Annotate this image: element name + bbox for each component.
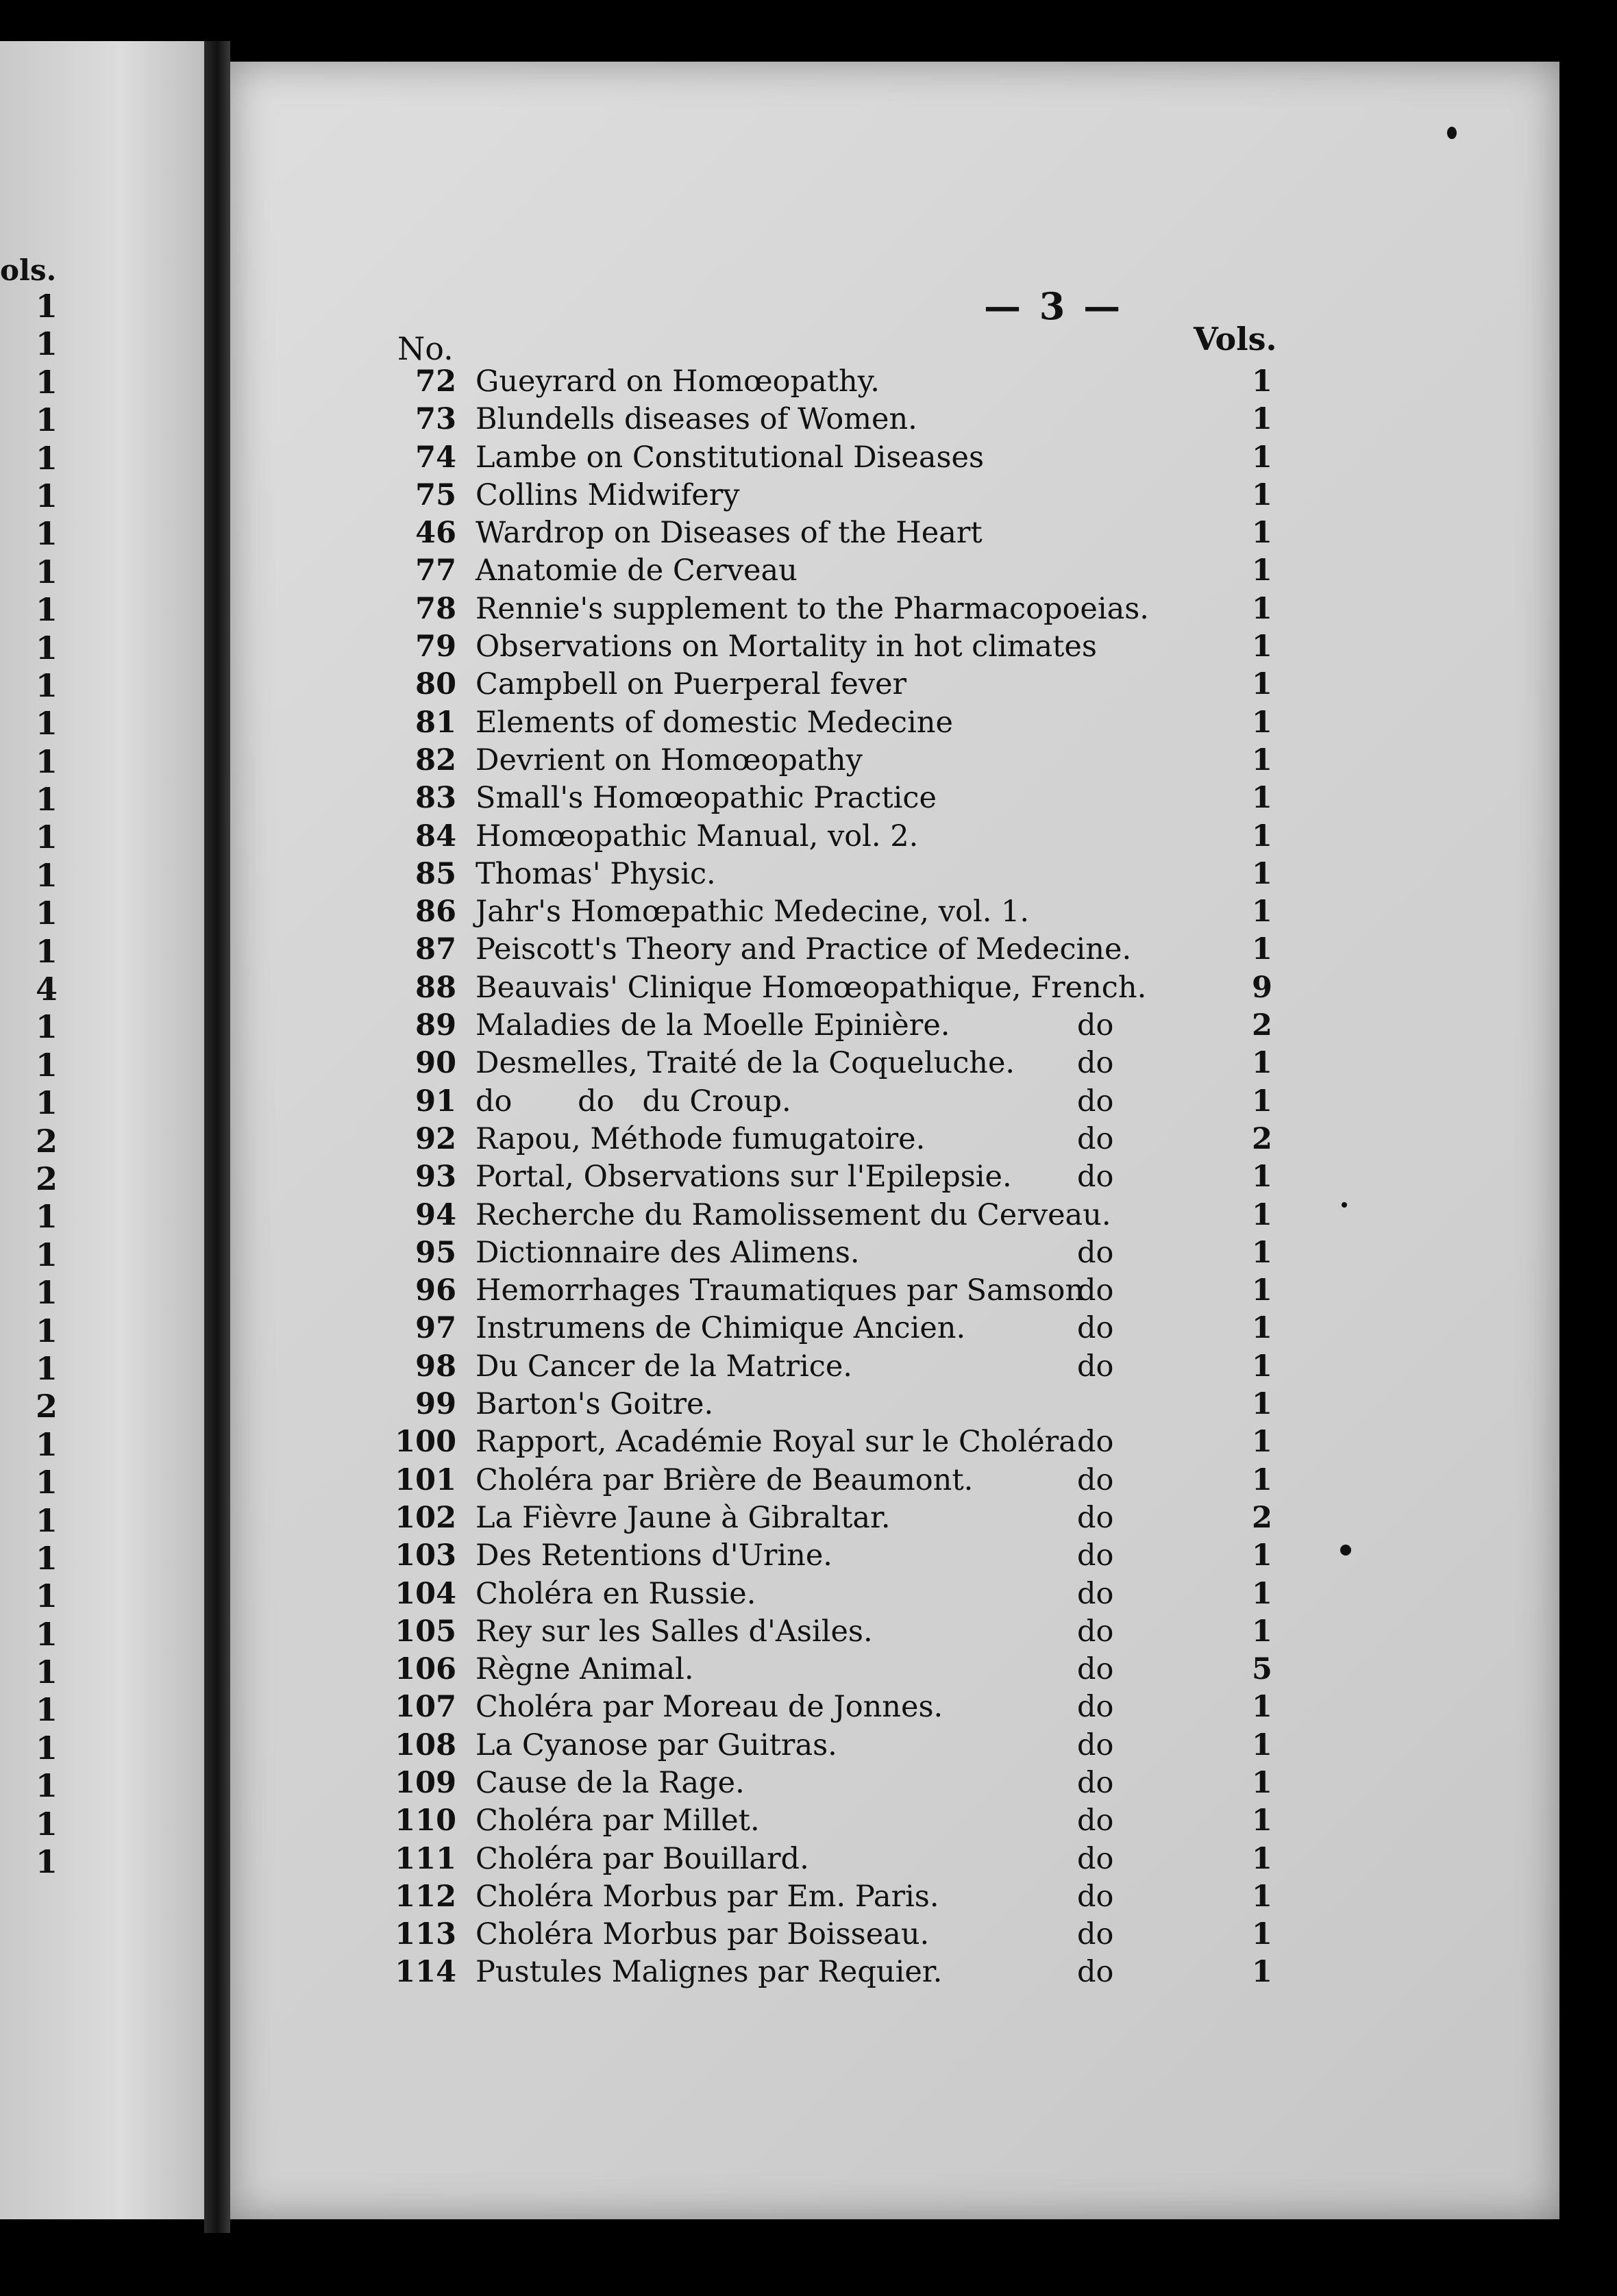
catalog-title: Choléra Morbus par Em. Paris. [476,1879,939,1914]
catalog-vols: 1 [1252,1462,1272,1497]
previous-page-vols-value: 1 [35,1008,58,1046]
catalog-list [230,363,1559,1992]
catalog-row [230,1727,1559,1764]
catalog-title: La Fièvre Jaune à Gibraltar. [476,1500,891,1535]
catalog-row [230,477,1559,514]
previous-page-vols-value: 1 [35,1198,58,1236]
catalog-number: 78 [415,591,456,626]
catalog-number: 95 [415,1235,456,1270]
catalog-title: Jahr's Homœpathic Medecine, vol. 1. [476,895,1030,929]
previous-page-vols-value: 1 [35,477,58,514]
catalog-page [230,62,1559,2219]
catalog-row [230,1499,1559,1537]
catalog-vols: 1 [1252,1917,1272,1952]
catalog-vols: 1 [1252,932,1272,967]
catalog-title: Rennie's supplement to the Pharmacopoeias. [476,591,1149,626]
catalog-number: 101 [395,1462,456,1497]
catalog-vols: 1 [1252,1425,1272,1460]
catalog-row [230,818,1559,856]
catalog-row [230,1197,1559,1234]
catalog-ditto: do [1077,1841,1114,1876]
catalog-title: Collins Midwifery [476,477,740,512]
catalog-row [230,363,1559,401]
catalog-vols: 9 [1252,970,1272,1005]
catalog-number: 89 [415,1008,456,1043]
catalog-row [230,704,1559,742]
catalog-vols: 2 [1252,1121,1272,1156]
previous-page-vols-value: 1 [35,1615,58,1653]
catalog-row [230,552,1559,590]
catalog-row [230,1121,1559,1158]
catalog-vols: 1 [1252,819,1272,853]
previous-page-edge [0,41,204,2219]
catalog-row [230,969,1559,1007]
catalog-vols: 1 [1252,1538,1272,1573]
dust-speck [1340,1545,1351,1556]
previous-page-vols-value: 1 [35,401,58,439]
catalog-title: Thomas' Physic. [476,856,716,891]
catalog-row [230,628,1559,666]
catalog-number: 83 [415,781,456,816]
catalog-row [230,1310,1559,1347]
catalog-title: Pustules Malignes par Requier. [476,1955,943,1990]
catalog-number: 75 [415,477,456,512]
catalog-vols: 1 [1252,516,1272,551]
catalog-number: 84 [415,819,456,853]
catalog-number: 46 [415,516,456,551]
catalog-row [230,1802,1559,1840]
previous-page-vols-value: 1 [35,1577,58,1615]
catalog-title: Recherche du Ramolissement du Cerveau. [476,1197,1111,1232]
catalog-row [230,1764,1559,1802]
catalog-vols: 1 [1252,1160,1272,1195]
catalog-number: 72 [415,364,456,399]
catalog-title: Blundells diseases of Women. [476,402,917,437]
catalog-vols: 2 [1252,1500,1272,1535]
catalog-row [230,401,1559,438]
catalog-row [230,1688,1559,1726]
catalog-vols: 1 [1252,1311,1272,1346]
catalog-vols: 1 [1252,440,1272,475]
catalog-title: Instrumens de Chimique Ancien. [476,1311,966,1346]
catalog-row [230,1083,1559,1121]
catalog-number: 104 [395,1576,456,1611]
catalog-row [230,514,1559,552]
catalog-row [230,1840,1559,1878]
catalog-number: 92 [415,1121,456,1156]
catalog-vols: 1 [1252,1576,1272,1611]
catalog-ditto: do [1077,1273,1114,1308]
previous-page-vols-value: 1 [35,363,58,401]
catalog-vols: 1 [1252,1387,1272,1422]
previous-page-vols-value: 2 [35,1122,58,1160]
catalog-row [230,1007,1559,1045]
catalog-ditto: do [1077,1804,1114,1838]
catalog-vols: 1 [1252,629,1272,664]
catalog-number: 97 [415,1311,456,1346]
catalog-number: 87 [415,932,456,967]
column-header-no: No. [397,330,454,367]
catalog-row [230,779,1559,817]
catalog-number: 114 [395,1955,456,1990]
catalog-number: 112 [395,1879,456,1914]
previous-page-vols-value: 1 [35,288,58,325]
catalog-title: Barton's Goitre. [476,1387,714,1422]
catalog-number: 88 [415,970,456,1005]
previous-page-vols-value: 1 [35,439,58,477]
previous-page-vols-value: 1 [35,553,58,590]
catalog-title: Cause de la Rage. [476,1765,745,1800]
catalog-number: 111 [395,1841,456,1876]
catalog-ditto: do [1077,1084,1114,1119]
previous-page-vols-value: 1 [35,666,58,704]
previous-page-vols-value: 4 [35,971,58,1008]
column-header-vols: Vols. [1194,321,1277,358]
previous-page-vols-value: 1 [35,1843,58,1881]
catalog-number: 106 [395,1652,456,1687]
catalog-vols: 1 [1252,1273,1272,1308]
catalog-title: Choléra Morbus par Boisseau. [476,1917,930,1952]
catalog-title: La Cyanose par Guitras. [476,1727,837,1762]
previous-page-vols-column [33,288,60,1881]
catalog-ditto: do [1077,1614,1114,1649]
catalog-number: 96 [415,1273,456,1308]
previous-page-vols-value: 1 [35,325,58,363]
catalog-number: 81 [415,705,456,740]
catalog-title: Rapport, Académie Royal sur le Choléra [476,1425,1076,1460]
catalog-number: 85 [415,856,456,891]
previous-page-vols-value: 1 [35,1539,58,1577]
catalog-ditto: do [1077,1765,1114,1800]
previous-page-vols-value: 1 [35,1767,58,1805]
catalog-vols: 1 [1252,1879,1272,1914]
catalog-row [230,666,1559,703]
catalog-vols: 1 [1252,1614,1272,1649]
catalog-title: Beauvais' Clinique Homœopathique, French. [476,970,1147,1005]
previous-page-vols-value: 1 [35,856,58,894]
catalog-title: Choléra par Millet. [476,1804,760,1838]
previous-page-vols-value: 1 [35,629,58,666]
catalog-ditto: do [1077,1311,1114,1346]
catalog-vols: 1 [1252,743,1272,777]
catalog-row [230,1272,1559,1310]
catalog-number: 79 [415,629,456,664]
catalog-row [230,742,1559,779]
catalog-row [230,1386,1559,1423]
catalog-vols: 1 [1252,553,1272,588]
catalog-ditto: do [1077,1538,1114,1573]
catalog-number: 91 [415,1084,456,1119]
catalog-title: Campbell on Puerperal fever [476,667,907,702]
previous-page-vols-value: 1 [35,591,58,629]
catalog-vols: 2 [1252,1008,1272,1043]
catalog-title: Des Retentions d'Urine. [476,1538,832,1573]
catalog-title: Anatomie de Cerveau [476,553,798,588]
previous-page-vols-value: 1 [35,1349,58,1387]
catalog-number: 98 [415,1349,456,1384]
previous-page-vols-value: 2 [35,1160,58,1197]
catalog-ditto: do [1077,1879,1114,1914]
catalog-vols: 1 [1252,705,1272,740]
dust-speck [1447,127,1457,139]
catalog-title: Règne Animal. [476,1652,694,1687]
catalog-title: Elements of domestic Medecine [476,705,953,740]
catalog-ditto: do [1077,1349,1114,1384]
catalog-number: 93 [415,1160,456,1195]
catalog-row [230,931,1559,969]
catalog-row [230,1878,1559,1916]
catalog-number: 82 [415,743,456,777]
catalog-ditto: do [1077,1690,1114,1725]
catalog-title: Observations on Mortality in hot climates [476,629,1097,664]
previous-page-vols-value: 1 [35,1084,58,1122]
catalog-number: 107 [395,1690,456,1725]
catalog-vols: 1 [1252,1197,1272,1232]
catalog-vols: 1 [1252,1804,1272,1838]
catalog-ditto: do [1077,1955,1114,1990]
catalog-title: Choléra par Bouillard. [476,1841,809,1876]
catalog-vols: 1 [1252,1841,1272,1876]
catalog-row [230,1158,1559,1196]
catalog-title: Maladies de la Moelle Epinière. [476,1008,950,1043]
catalog-number: 105 [395,1614,456,1649]
catalog-row [230,1348,1559,1386]
catalog-number: 90 [415,1046,456,1081]
catalog-vols: 1 [1252,895,1272,929]
catalog-row [230,1045,1559,1082]
previous-page-vols-value: 1 [35,932,58,970]
catalog-vols: 5 [1252,1652,1272,1687]
catalog-number: 86 [415,895,456,929]
catalog-title: Homœopathic Manual, vol. 2. [476,819,919,853]
catalog-ditto: do [1077,1917,1114,1952]
catalog-vols: 1 [1252,667,1272,702]
catalog-number: 108 [395,1727,456,1762]
previous-page-vols-value: 1 [35,819,58,856]
previous-page-vols-value: 1 [35,1274,58,1312]
catalog-number: 99 [415,1387,456,1422]
catalog-vols: 1 [1252,781,1272,816]
catalog-row [230,1954,1559,1991]
catalog-number: 102 [395,1500,456,1535]
catalog-vols: 1 [1252,1690,1272,1725]
previous-page-vols-value: 1 [35,515,58,553]
catalog-title: Lambe on Constitutional Diseases [476,440,985,475]
catalog-number: 77 [415,553,456,588]
catalog-number: 109 [395,1765,456,1800]
catalog-ditto: do [1077,1046,1114,1081]
catalog-title: Small's Homœopathic Practice [476,781,937,816]
catalog-vols: 1 [1252,856,1272,891]
catalog-ditto: do [1077,1652,1114,1687]
catalog-vols: 1 [1252,1235,1272,1270]
dust-speck [1342,1202,1347,1208]
catalog-row [230,1423,1559,1461]
catalog-number: 73 [415,402,456,437]
previous-page-vols-value: 1 [35,1805,58,1843]
catalog-title: Dictionnaire des Alimens. [476,1235,860,1270]
catalog-row [230,1537,1559,1575]
catalog-title: Portal, Observations sur l'Epilepsie. [476,1160,1012,1195]
previous-page-vols-value: 1 [35,743,58,780]
catalog-title: Gueyrard on Homœopathy. [476,364,880,399]
catalog-title: Desmelles, Traité de la Coqueluche. [476,1046,1015,1081]
catalog-vols: 1 [1252,1727,1272,1762]
catalog-title: Rapou, Méthode fumugatoire. [476,1121,926,1156]
previous-page-vols-value: 1 [35,1691,58,1729]
catalog-row [230,1575,1559,1613]
catalog-vols: 1 [1252,1349,1272,1384]
catalog-ditto: do [1077,1121,1114,1156]
previous-page-vols-value: 1 [35,781,58,819]
previous-page-vols-value: 1 [35,1501,58,1539]
catalog-row [230,1613,1559,1651]
catalog-vols: 1 [1252,1084,1272,1119]
catalog-vols: 1 [1252,364,1272,399]
previous-page-vols-value: 1 [35,895,58,932]
catalog-ditto: do [1077,1576,1114,1611]
catalog-vols: 1 [1252,402,1272,437]
catalog-ditto: do [1077,1160,1114,1195]
catalog-ditto: do [1077,1462,1114,1497]
catalog-row [230,1234,1559,1272]
catalog-title: Peiscott's Theory and Practice of Medecine. [476,932,1132,967]
catalog-row [230,1916,1559,1954]
book-spine [204,41,230,2233]
catalog-title: Rey sur les Salles d'Asiles. [476,1614,873,1649]
previous-page-vols-header: ols. [0,253,57,287]
catalog-title: Choléra par Moreau de Jonnes. [476,1690,943,1725]
previous-page-vols-value: 1 [35,1464,58,1501]
catalog-row [230,1651,1559,1688]
catalog-ditto: do [1077,1008,1114,1043]
previous-page-vols-value: 1 [35,1729,58,1767]
catalog-row [230,893,1559,931]
catalog-vols: 1 [1252,591,1272,626]
catalog-title: Devrient on Homœopathy [476,743,863,777]
catalog-row [230,439,1559,477]
previous-page-vols-value: 1 [35,705,58,743]
previous-page-vols-value: 1 [35,1236,58,1273]
catalog-number: 80 [415,667,456,702]
catalog-number: 74 [415,440,456,475]
catalog-title: Choléra par Brière de Beaumont. [476,1462,974,1497]
previous-page-vols-value: 1 [35,1046,58,1084]
catalog-number: 110 [395,1804,456,1838]
previous-page-vols-value: 1 [35,1654,58,1691]
catalog-ditto: do [1077,1235,1114,1270]
catalog-vols: 1 [1252,477,1272,512]
page-number: — 3 — [984,284,1124,328]
catalog-row [230,1462,1559,1499]
catalog-vols: 1 [1252,1955,1272,1990]
catalog-row [230,590,1559,628]
catalog-number: 100 [395,1425,456,1460]
catalog-number: 113 [395,1917,456,1952]
catalog-title: Wardrop on Diseases of the Heart [476,516,983,551]
catalog-title: Hemorrhages Traumatiques par Samson [476,1273,1085,1308]
previous-page-vols-value: 1 [35,1425,58,1463]
catalog-vols: 1 [1252,1765,1272,1800]
previous-page-vols-value: 1 [35,1312,58,1349]
catalog-title: Choléra en Russie. [476,1576,756,1611]
catalog-ditto: do [1077,1500,1114,1535]
catalog-vols: 1 [1252,1046,1272,1081]
catalog-number: 94 [415,1197,456,1232]
catalog-title: do do du Croup. [476,1084,791,1119]
catalog-ditto: do [1077,1727,1114,1762]
previous-page-vols-value: 2 [35,1388,58,1425]
catalog-number: 103 [395,1538,456,1573]
catalog-ditto: do [1077,1425,1114,1460]
catalog-row [230,856,1559,893]
catalog-title: Du Cancer de la Matrice. [476,1349,852,1384]
